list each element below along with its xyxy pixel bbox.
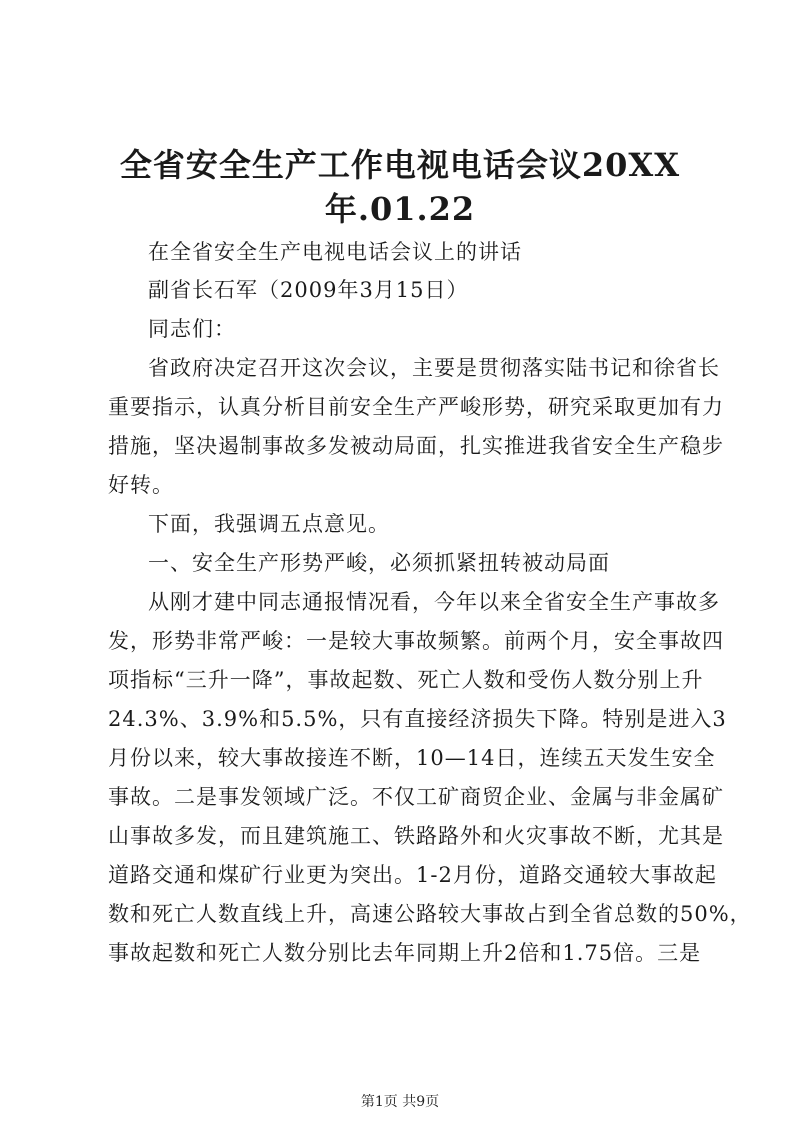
paragraph-1-line: 好转。 — [108, 473, 174, 497]
paragraph-2-line: 数和死亡人数直线上升，高速公路较大事故占到全省总数的50%， — [108, 902, 752, 926]
salutation: 同志们： — [148, 317, 236, 341]
paragraph-1-line: 重要指示，认真分析目前安全生产严峻形势，研究采取更加有力 — [108, 395, 724, 419]
speech-subtitle: 在全省安全生产电视电话会议上的讲话 — [148, 240, 522, 264]
paragraph-2-line: 24.3%、3.9%和5.5%，只有直接经济损失下降。特别是进入3 — [108, 707, 727, 731]
paragraph-2-line: 道路交通和煤矿行业更为突出。1-2月份，道路交通较大事故起 — [108, 863, 717, 887]
paragraph-2-line: 从刚才建中同志通报情况看，今年以来全省安全生产事故多 — [148, 590, 720, 614]
paragraph-2-line: 事故。二是事发领域广泛。不仅工矿商贸企业、金属与非金属矿 — [108, 785, 724, 809]
paragraph-1-line: 省政府决定召开这次会议，主要是贯彻落实陆书记和徐省长 — [148, 356, 720, 380]
paragraph-2-line: 事故起数和死亡人数分别比去年同期上升2倍和1.75倍。三是 — [108, 941, 702, 965]
paragraph-2-line: 项指标“三升一降”，事故起数、死亡人数和受伤人数分别上升 — [108, 668, 704, 692]
intro-line: 下面，我强调五点意见。 — [148, 512, 390, 536]
section-1-heading: 一、安全生产形势严峻，必须抓紧扭转被动局面 — [148, 551, 610, 575]
paragraph-1-line: 措施，坚决遏制事故多发被动局面，扎实推进我省安全生产稳步 — [108, 434, 724, 458]
page-number: 第1页 共9页 — [360, 1094, 440, 1110]
document-title-line-1: 全省安全生产工作电视电话会议20XX — [119, 146, 681, 184]
paragraph-2-line: 发，形势非常严峻：一是较大事故频繁。前两个月，安全事故四 — [108, 629, 724, 653]
paragraph-2-line: 山事故多发，而且建筑施工、铁路路外和火灾事故不断，尤其是 — [108, 824, 724, 848]
speaker-line: 副省长石军（2009年3月15日） — [148, 278, 469, 302]
paragraph-2-line: 月份以来，较大事故接连不断，10—14日，连续五天发生安全 — [108, 746, 716, 770]
document-title-line-2: 年.01.22 — [324, 190, 476, 228]
